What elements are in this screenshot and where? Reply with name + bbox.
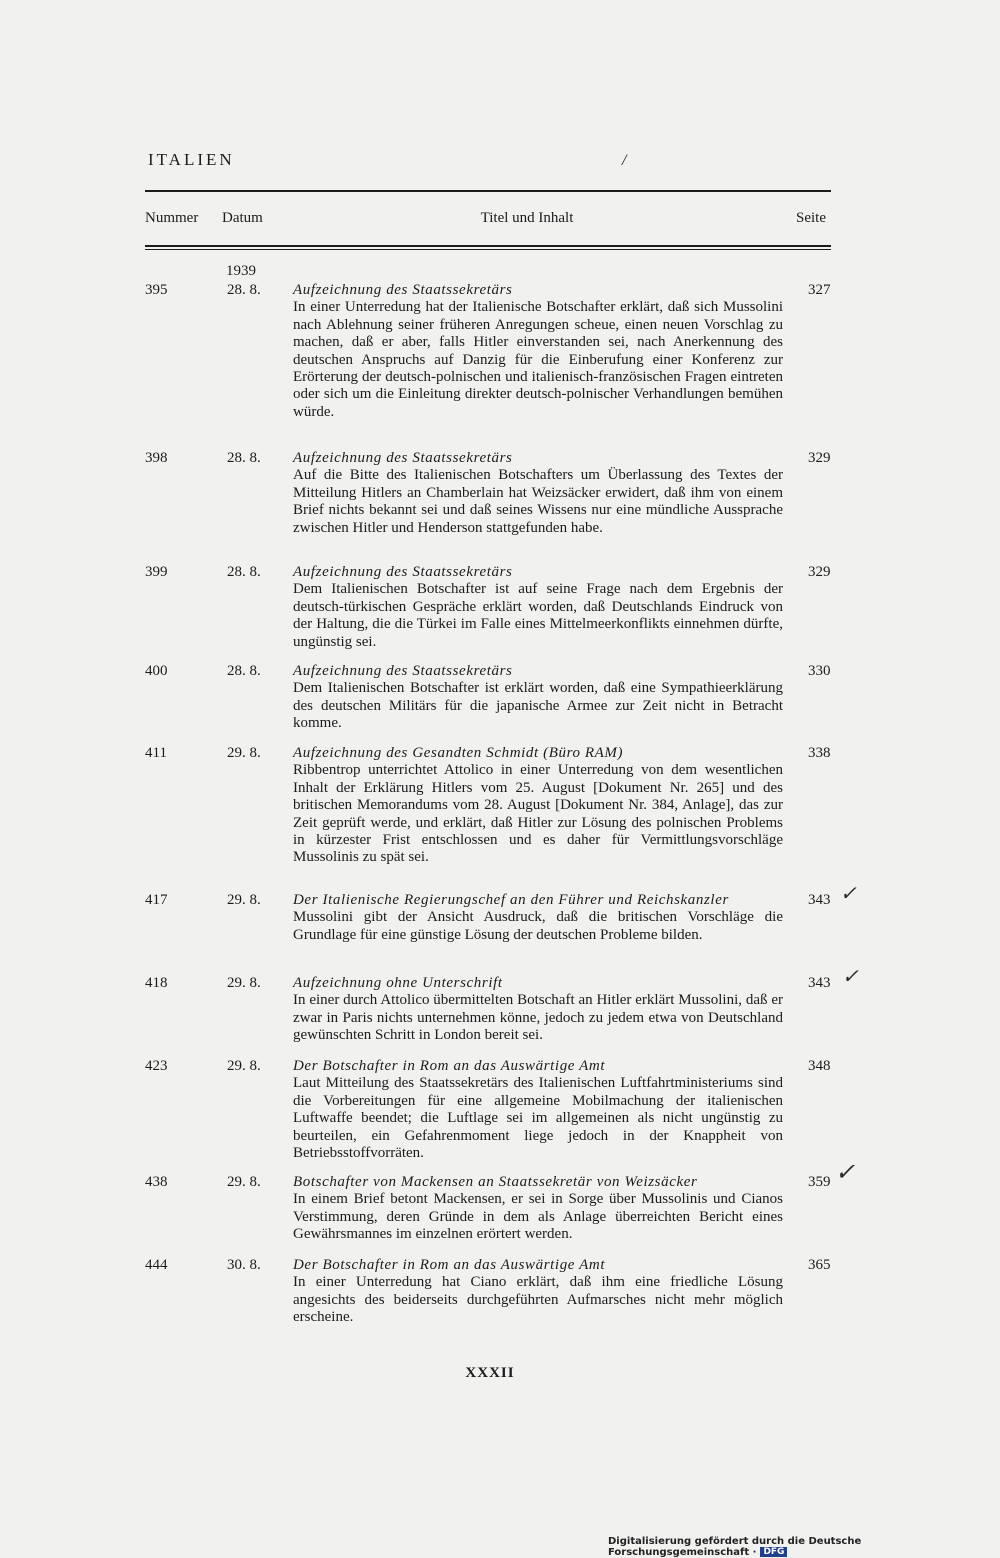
entry-title: Aufzeichnung des Gesandten Schmidt (Büro RAM) (293, 745, 624, 761)
entry-date: 29. 8. (227, 892, 261, 908)
entry-title: Aufzeichnung ohne Unterschrift (293, 975, 503, 991)
column-header-title: Titel und Inhalt (480, 210, 574, 226)
entry-text: In einer Unterredung hat der Italienische Botschafter erklärt, daß sich Mussolini nach Ablehnung seiner früheren Anregungen scheue, einen neuen Vorschlag zu machen, daß er aber, falls Hitler einverstanden sei, nach Anerkennung des deutschen Anspruchs auf Danzig für die Einberufung einer Konferenz zur Erörterung der deutsch-polnischen und italienisch-französischen Fragen eintreten oder sich um die Einleitung direkter deutsch-polnischer Verhandlungen bemühen würde. (293, 299, 783, 420)
entry-date: 28. 8. (227, 564, 261, 580)
entry-number: 423 (145, 1058, 168, 1074)
entry-text: Auf die Bitte des Italienischen Botschafters um Überlassung des Textes der Mitteilung Hitlers an Chamberlain hat Weizsäcker erwidert, daß ihm von einem Brief nichts bekannt sei und daß seines Wissens nur eine mündliche Aussprache zwischen Hitler und Henderson stattgefunden habe. (293, 467, 783, 536)
entry-body (293, 1257, 783, 1327)
header-rule-top (145, 190, 831, 192)
entry-text: Ribbentrop unterrichtet Attolico in einer Unterredung von dem wesentlichen Inhalt der Erklärung Hitlers vom 25. August [Dokument Nr. 265] und des britischen Memorandums vom 28. August [Dokument Nr. 384, Anlage], das zur Zeit geprüft werde, und erklärt, daß Hitler zur Lösung des polnischen Problems in kürzester Frist entschlossen und es daher für Vermittlungsvorschläge Mussolinis zu spät sei. (293, 762, 783, 866)
year-label: 1939 (226, 263, 256, 279)
entry-page: 338 (808, 745, 831, 761)
entry-text: Laut Mitteilung des Staatssekretärs des Italienischen Luftfahrtministeriums sind die Vorbereitungen für eine allgemeine Mobilmachung der italienischen Luftwaffe beendet; die Luftlage sei im allgemeinen als nicht ungünstig zu beurteilen, ein Gefahrenmoment liege jedoch in der Knappheit von Betriebsstoffvorräten. (293, 1075, 783, 1162)
entry-text: Dem Italienischen Botschafter ist erklärt worden, daß eine Sympathieerklärung des deutschen Militärs für die japanische Armee zur Zeit nicht in Betracht komme. (293, 680, 783, 732)
funding-footer (608, 1536, 1000, 1558)
header-rule-bottom-thin (145, 249, 831, 250)
entry-number: 438 (145, 1174, 168, 1190)
entry-page: 365 (808, 1257, 831, 1273)
entry-body (293, 1058, 783, 1162)
entry-page: 343 (808, 975, 831, 991)
entry-number: 398 (145, 450, 168, 466)
entry-title: Aufzeichnung des Staatssekretärs (293, 282, 513, 298)
entry-page: 330 (808, 663, 831, 679)
column-header-page: Seite (796, 210, 826, 226)
entry-title: Aufzeichnung des Staatssekretärs (293, 450, 513, 466)
entry-date: 28. 8. (227, 282, 261, 298)
entry-page: 359 (808, 1174, 831, 1190)
entry-body (293, 450, 783, 537)
entry-body (293, 663, 783, 733)
entry-number: 417 (145, 892, 168, 908)
entry-date: 30. 8. (227, 1257, 261, 1273)
entry-body (293, 745, 783, 867)
entry-date: 29. 8. (227, 745, 261, 761)
entry-page: 329 (808, 450, 831, 466)
entry-body (293, 1174, 783, 1244)
entry-page: 348 (808, 1058, 831, 1074)
entry-body (293, 564, 783, 651)
check-mark-icon: ✓ (840, 883, 857, 905)
entry-date: 29. 8. (227, 1174, 261, 1190)
entry-page: 329 (808, 564, 831, 580)
entry-body (293, 282, 783, 421)
entry-title: Aufzeichnung des Staatssekretärs (293, 663, 513, 679)
entry-number: 399 (145, 564, 168, 580)
entry-number: 418 (145, 975, 168, 991)
entry-text: In einer durch Attolico übermittelten Botschaft an Hitler erklärt Mussolini, daß er zwar in Paris nichts unternehmen könne, jedoch zu jedem etwa von Deutschland gewünschten Schritt in London bereit sei. (293, 992, 783, 1044)
header-rule-bottom (145, 245, 831, 247)
entry-text: Mussolini gibt der Ansicht Ausdruck, daß die britischen Vorschläge die Grundlage für eine günstige Lösung der deutschen Probleme bilden. (293, 909, 783, 943)
footer-text: Digitalisierung gefördert durch die Deutsche Forschungsgemeinschaft · (608, 1536, 862, 1558)
column-header-date: Datum (222, 210, 263, 226)
entry-date: 29. 8. (227, 975, 261, 991)
dfg-logo: DFG (760, 1547, 787, 1557)
page-folio: XXXII (465, 1365, 515, 1381)
entry-text: In einem Brief betont Mackensen, er sei in Sorge über Mussolinis und Cianos Verstimmung, deren Gründe in dem als Anlage überreichten Bericht eines Gewährsmannes im einzelnen erörtert werden. (293, 1191, 783, 1243)
pencil-mark: / (622, 152, 627, 169)
entry-title: Der Botschafter in Rom an das Auswärtige Amt (293, 1058, 606, 1074)
entry-page: 327 (808, 282, 831, 298)
entry-number: 411 (145, 745, 167, 761)
entry-title: Der Italienische Regierungschef an den Führer und Reichskanzler (293, 892, 729, 908)
entry-body (293, 892, 783, 944)
entry-number: 444 (145, 1257, 168, 1273)
entry-date: 28. 8. (227, 663, 261, 679)
entry-date: 28. 8. (227, 450, 261, 466)
check-mark-icon: ✓ (842, 966, 859, 988)
entry-text: Dem Italienischen Botschafter ist auf seine Frage nach dem Ergebnis der deutsch-türkischen Gespräche erklärt worden, daß Deutschlands Eindruck von der Haltung, die die Türkei im Falle eines Mittelmeerkonflikts einnehmen dürfte, ungünstig sei. (293, 581, 783, 650)
entry-number: 400 (145, 663, 168, 679)
entry-date: 29. 8. (227, 1058, 261, 1074)
section-title: ITALIEN (148, 150, 235, 169)
entry-number: 395 (145, 282, 168, 298)
column-header-number: Nummer (145, 210, 199, 226)
entry-page: 343 (808, 892, 831, 908)
entry-text: In einer Unterredung hat Ciano erklärt, daß ihm eine friedliche Lösung angesichts des beiderseits durchgeführten Aufmarsches nicht mehr möglich erscheine. (293, 1274, 783, 1326)
entry-title: Botschafter von Mackensen an Staatssekretär von Weizsäcker (293, 1174, 698, 1190)
check-mark-icon: ✓ (835, 1160, 856, 1186)
entry-title: Der Botschafter in Rom an das Auswärtige Amt (293, 1257, 606, 1273)
entry-title: Aufzeichnung des Staatssekretärs (293, 564, 513, 580)
entry-body (293, 975, 783, 1045)
